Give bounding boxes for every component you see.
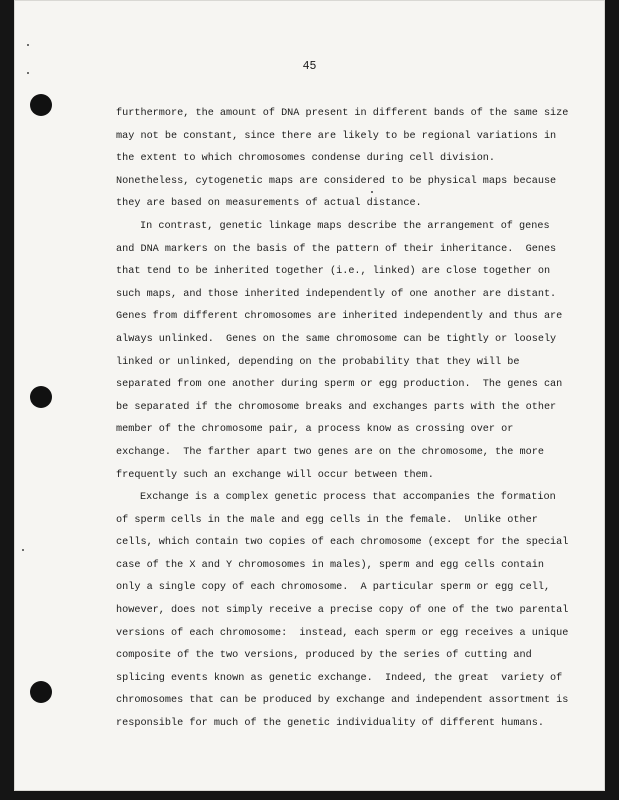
text-line: such maps, and those inherited independently of one another are distant. bbox=[116, 288, 557, 300]
punch-hole-middle bbox=[30, 386, 52, 408]
paragraph bbox=[116, 216, 563, 487]
text-line: Genes from different chromosomes are inherited independently and thus are bbox=[116, 311, 563, 323]
paragraph bbox=[116, 487, 569, 736]
text-line: composite of the two versions, produced by the series of cutting and bbox=[116, 650, 532, 662]
speck-mark bbox=[22, 549, 24, 551]
body-text bbox=[116, 103, 569, 736]
text-line: only a single copy of each chromosome. A particular sperm or egg cell, bbox=[116, 582, 551, 594]
text-line: that tend to be inherited together (i.e., linked) are close together on bbox=[116, 266, 551, 278]
text-line: always unlinked. Genes on the same chromosome can be tightly or loosely bbox=[116, 333, 557, 345]
text-line: they are based on measurements of actual distance. bbox=[116, 198, 422, 210]
text-line: chromosomes that can be produced by exchange and independent assortment is bbox=[116, 695, 569, 707]
text-line: may not be constant, since there are likely to be regional variations in bbox=[116, 130, 557, 142]
text-line: splicing events known as genetic exchange. Indeed, the great variety of bbox=[116, 672, 563, 684]
text-line: versions of each chromosome: instead, each sperm or egg receives a unique bbox=[116, 627, 569, 639]
text-line: case of the X and Y chromosomes in males), sperm and egg cells contain bbox=[116, 559, 544, 571]
punch-hole-top bbox=[30, 94, 52, 116]
speck-mark bbox=[27, 44, 29, 46]
text-line: Nonetheless, cytogenetic maps are considered to be physical maps because bbox=[116, 175, 557, 187]
text-line: In contrast, genetic linkage maps describe the arrangement of genes bbox=[140, 220, 550, 232]
page-number: 45 bbox=[302, 60, 317, 73]
text-line: exchange. The farther apart two genes are on the chromosome, the more bbox=[116, 446, 544, 458]
paragraph bbox=[116, 103, 569, 216]
text-line: furthermore, the amount of DNA present in different bands of the same size bbox=[116, 108, 569, 119]
text-line: separated from one another during sperm or egg production. The genes can bbox=[116, 379, 563, 391]
text-line: be separated if the chromosome breaks and exchanges parts with the other bbox=[116, 401, 557, 413]
text-line: and DNA markers on the basis of the pattern of their inheritance. Genes bbox=[116, 243, 557, 255]
text-line: of sperm cells in the male and egg cells in the female. Unlike other bbox=[116, 514, 538, 526]
punch-hole-bottom bbox=[30, 681, 52, 703]
text-line: the extent to which chromosomes condense during cell division. bbox=[116, 153, 496, 165]
text-line: linked or unlinked, depending on the probability that they will be bbox=[116, 356, 520, 368]
text-line: however, does not simply receive a precise copy of one of the two parental bbox=[116, 605, 569, 617]
text-line: frequently such an exchange will occur between them. bbox=[116, 469, 434, 481]
text-line: responsible for much of the genetic individuality of different humans. bbox=[116, 718, 544, 730]
text-line: member of the chromosome pair, a process know as crossing over or bbox=[116, 424, 514, 436]
text-line: Exchange is a complex genetic process that accompanies the formation bbox=[140, 492, 556, 504]
text-line: cells, which contain two copies of each chromosome (except for the special bbox=[116, 537, 569, 549]
